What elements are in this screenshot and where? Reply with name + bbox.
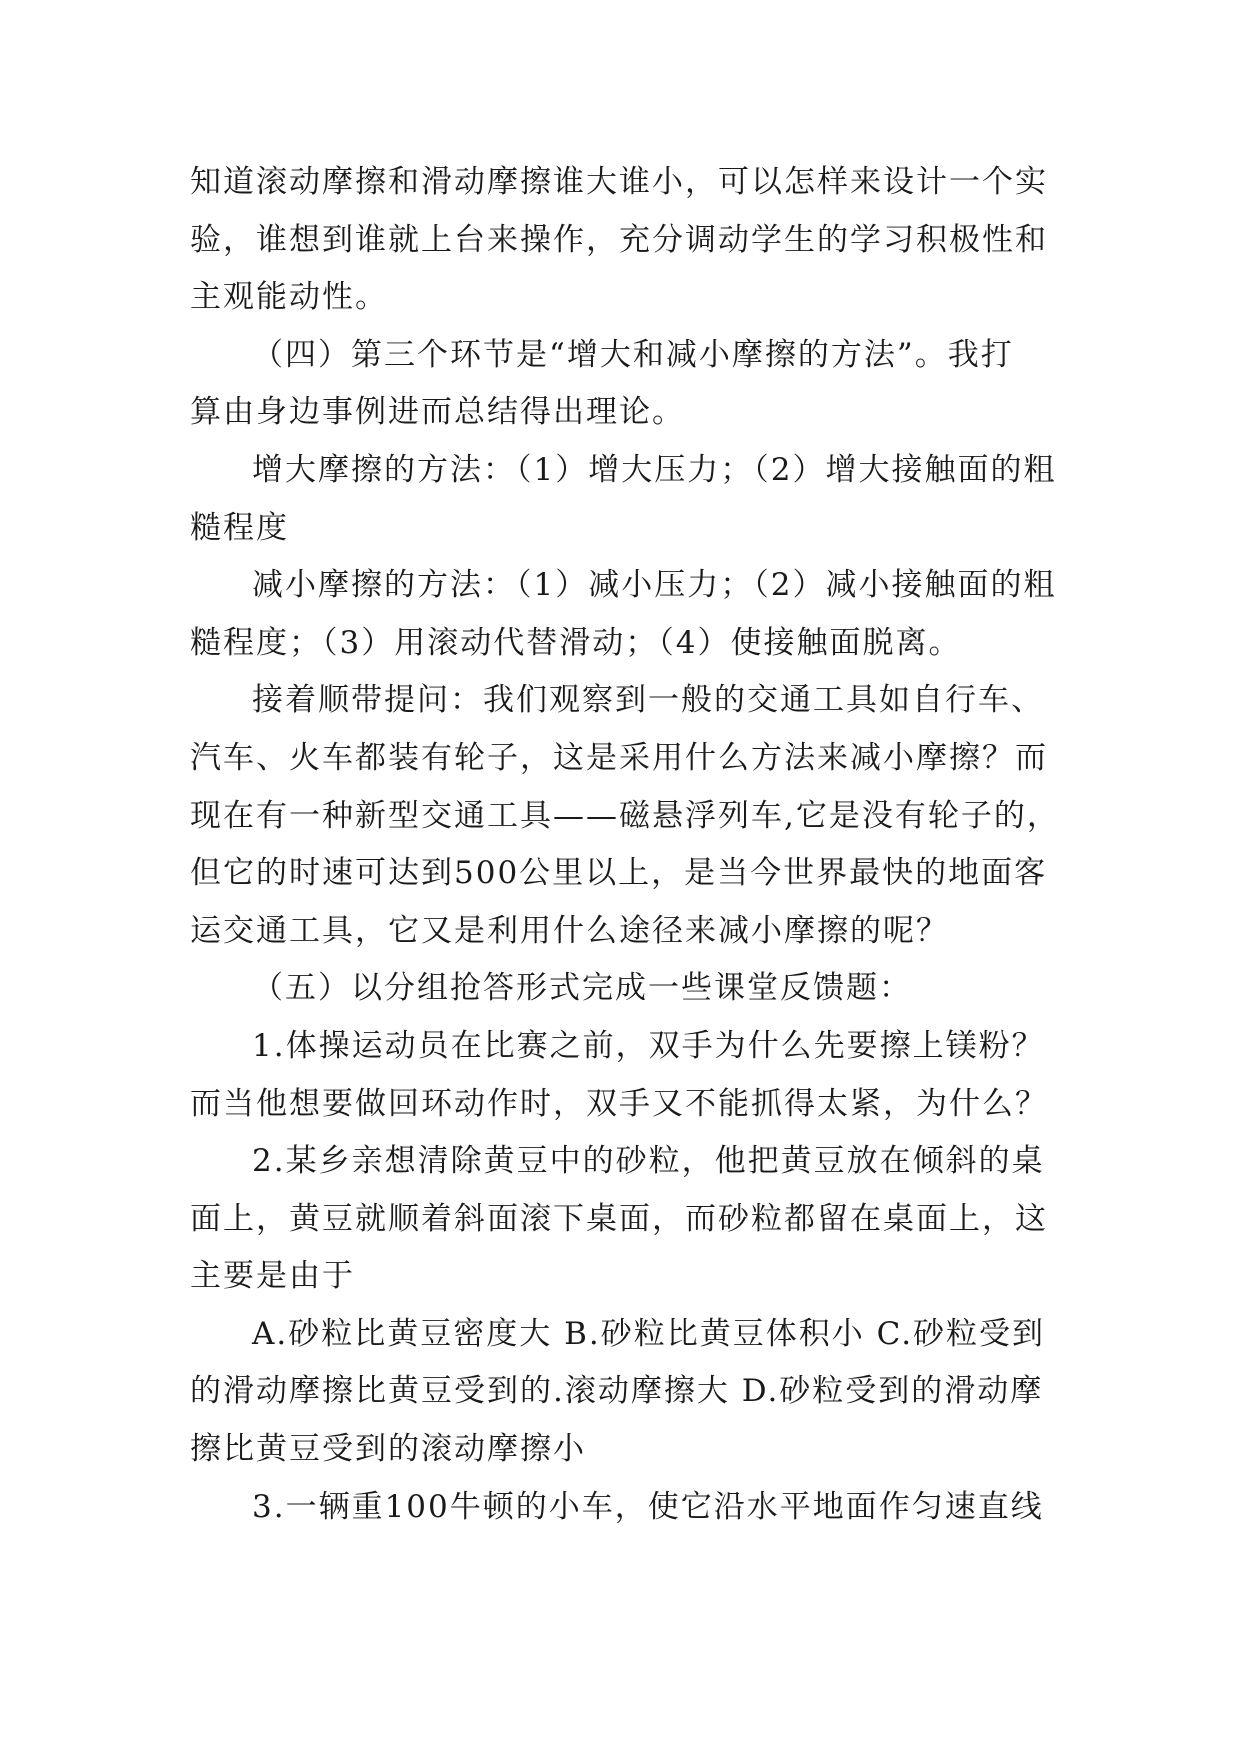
- text-line: 的滑动摩擦比黄豆受到的.滚动摩擦大 D.砂粒受到的滑动摩: [190, 1373, 1044, 1410]
- paragraph-question: [190, 672, 1060, 960]
- document-body: [190, 154, 1060, 1536]
- text-line: 增大摩擦的方法：（1）增大压力；（2）增大接触面的粗: [252, 451, 1057, 488]
- text-line: 3.一辆重100牛顿的小车，使它沿水平地面作匀速直线: [252, 1488, 1044, 1525]
- text-line: 擦比黄豆受到的滚动摩擦小: [190, 1431, 586, 1468]
- paragraph-item-3: [190, 1479, 1060, 1537]
- text-line: A.砂粒比黄豆密度大 B.砂粒比黄豆体积小 C.砂粒受到: [252, 1315, 1046, 1352]
- text-line: 减小摩擦的方法：（1）减小压力；（2）减小接触面的粗: [252, 567, 1057, 604]
- paragraph-section-five: [190, 960, 1060, 1018]
- text-line: 糙程度；（3）用滚动代替滑动；（4）使接触面脱离。: [190, 624, 962, 661]
- paragraph-item-2: [190, 1133, 1060, 1306]
- text-line: 接着顺带提问：我们观察到一般的交通工具如自行车、: [252, 682, 1044, 719]
- text-line: 知道滚动摩擦和滑动摩擦谁大谁小，可以怎样来设计一个实: [190, 164, 1048, 200]
- text-line: 面上，黄豆就顺着斜面滚下桌面，而砂粒都留在桌面上，这: [190, 1200, 1048, 1237]
- text-line: 而当他想要做回环动作时，双手又不能抓得太紧，为什么？: [190, 1085, 1048, 1122]
- paragraph-increase-friction: [190, 442, 1060, 557]
- text-line: 但它的时速可达到500公里以上，是当今世界最快的地面客: [190, 855, 1048, 892]
- paragraph-decrease-friction: [190, 557, 1060, 672]
- text-line: 运交通工具，它又是利用什么途径来减小摩擦的呢？: [190, 912, 949, 949]
- text-line: （四）第三个环节是“增大和减小摩擦的方法”。我打: [252, 336, 1014, 373]
- paragraph-section-four: [190, 327, 1060, 442]
- text-line: 验，谁想到谁就上台来操作，充分调动学生的学习积极性和: [190, 221, 1048, 258]
- text-line: 主观能动性。: [190, 279, 388, 316]
- paragraph-intro: [190, 154, 1060, 327]
- text-line: 糙程度: [190, 509, 289, 546]
- text-line: 汽车、火车都装有轮子，这是采用什么方法来减小摩擦？而: [190, 739, 1048, 776]
- text-line: 1.体操运动员在比赛之前，双手为什么先要擦上镁粉？: [252, 1027, 1045, 1064]
- text-line: 现在有一种新型交通工具——磁悬浮列车,它是没有轮子的，: [190, 797, 1060, 834]
- text-line: 算由身边事例进而总结得出理论。: [190, 394, 685, 431]
- paragraph-item-1: [190, 1018, 1060, 1133]
- paragraph-item-2-options: [190, 1306, 1060, 1479]
- text-line: 2.某乡亲想清除黄豆中的砂粒，他把黄豆放在倾斜的桌: [252, 1143, 1045, 1180]
- text-line: 主要是由于: [190, 1258, 355, 1295]
- text-line: （五）以分组抢答形式完成一些课堂反馈题：: [252, 970, 912, 1007]
